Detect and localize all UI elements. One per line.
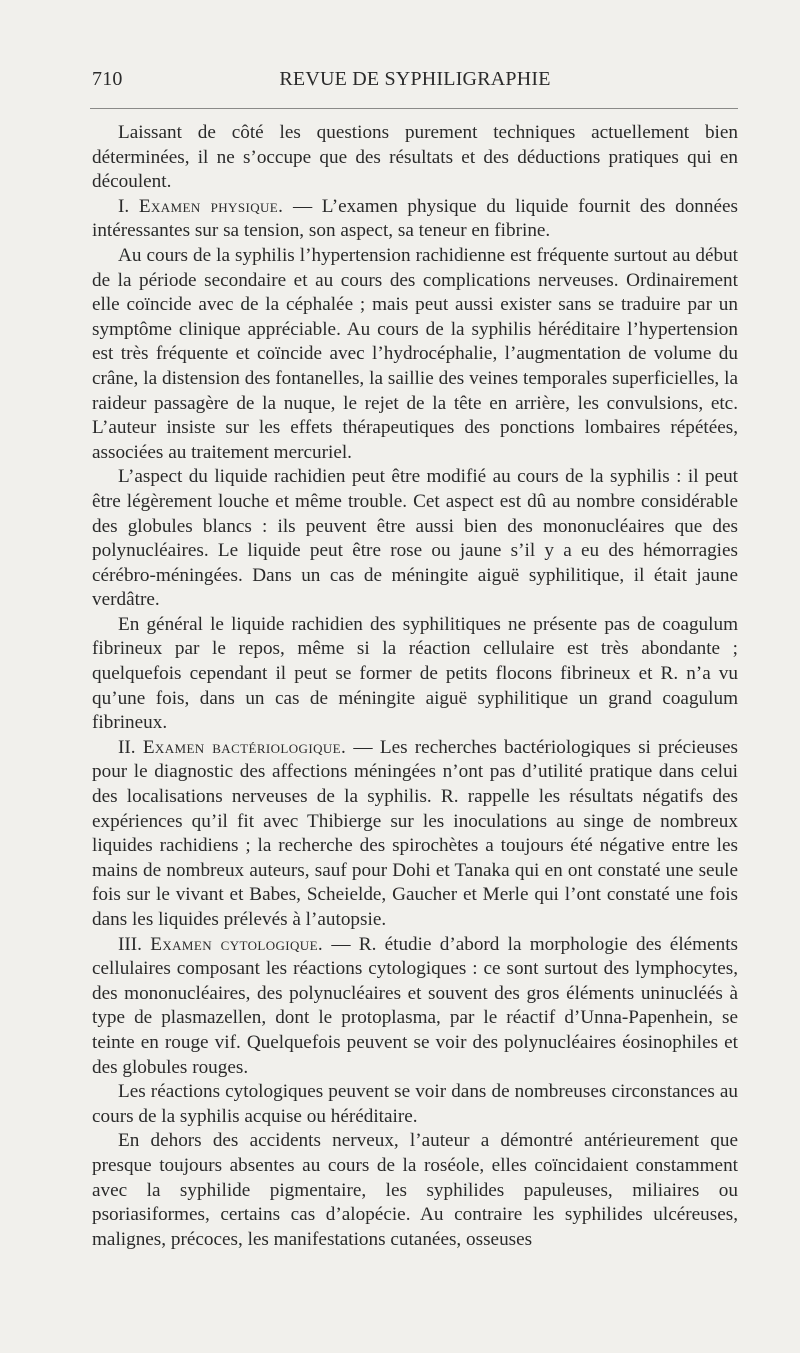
paragraph-text: Au cours de la syphilis l’hypertension rachidienne est fréquente surtout au début de la période secondaire et au cours des complications nerveuses. Ordinairement elle coïncide avec de la céphalée ; mais peut aussi exister sans se traduire par un symptôme clinique appréciable. Au cours de la syphilis héréditaire l’hypertension est très fréquente et coïncide avec l’hydrocéphalie, l’augmentation de volume du crâne, la distension des fontanelles, la saillie des veines temporales superficielles, la raideur passagère de la nuque, le rejet de la tête en arrière, les convulsions, etc. L’auteur insiste sur les effets thérapeutiques des ponctions lombaires répétées, associées au traitement mercuriel.	[92, 244, 738, 463]
paragraph-section-1	[92, 195, 738, 244]
running-title: REVUE DE SYPHILIGRAPHIE	[279, 68, 551, 90]
section-numeral: II.	[118, 736, 143, 758]
paragraph-text: Laissant de côté les questions purement techniques actuellement bien déterminées, il ne s’occupe que des résultats et des déductions pratiques qui en découlent.	[92, 122, 738, 193]
paragraph-text: — Les recherches bactériologiques si précieuses pour le diagnostic des affections méningées n’ont pas d’utilité pratique dans celui des localisations nerveuses de la syphilis. R. rappelle les résultats négatifs des expériences qu’il fit avec Thibierge sur les inoculations au singe de nombreux liquides rachidiens ; la recherche des spirochètes a toujours été négative entre les mains de nombreux auteurs, sauf pour Dohi et Tanaka qui en ont constaté une seule fois sur le vivant et Babes, Scheielde, Gaucher et Merle qui l’ont constaté une fois dans les liquides prélevés à l’autopsie.	[92, 736, 739, 930]
article-body	[92, 121, 738, 1252]
section-heading: Examen bactériologique.	[142, 736, 347, 758]
paragraph-text: En général le liquide rachidien des syphilitiques ne présente pas de coagulum fibrineux par le repos, même si la réaction cellulaire est très abondante ; quelquefois cependant il peut se former de petits flocons fibrineux et R. n’a vu qu’une fois, dans un cas de méningite aiguë syphilitique un grand coagulum fibrineux.	[92, 613, 738, 734]
paragraph-text: — L’examen physique du liquide fournit des données intéressantes sur sa tension, son aspect, sa teneur en fibrine.	[92, 195, 738, 242]
paragraph-aspect	[92, 465, 738, 613]
section-numeral: III.	[118, 933, 151, 955]
header-rule	[90, 108, 738, 109]
paragraph-intro	[92, 121, 738, 195]
paragraph-text: Les réactions cytologiques peuvent se voir dans de nombreuses circonstances au cours de la syphilis acquise ou héréditaire.	[92, 1081, 738, 1127]
paragraph-section-3	[92, 933, 738, 1081]
paragraph-accidents	[92, 1129, 738, 1252]
paragraph-section-2	[92, 736, 738, 933]
paragraph-reactions	[92, 1080, 738, 1129]
paragraph-text: L’aspect du liquide rachidien peut être modifié au cours de la syphilis : il peut être légèrement louche et même trouble. Cet aspect est dû au nombre considérable des globules blancs : ils peuvent être aussi bien des mononucléaires que des polynucléaires. Le liquide peut être rose ou jaune s’il y a eu des hémorragies cérébro-méningées. Dans un cas de méningite aiguë syphilitique, il était jaune verdâtre.	[92, 466, 738, 611]
paragraph-hypertension	[92, 244, 738, 465]
page-header	[92, 68, 738, 98]
paragraph-text: — R. étudie d’abord la morphologie des éléments cellulaires composant les réactions cytologiques : ce sont surtout des lymphocytes, des mononucléaires, des polynucléaires et souvent des gros éléments uninucléés à type de plasmazellen, dont le protoplasma, par le réactif d’Unna-Papenhein, se teinte en rouge vif. Quelquefois peuvent se voir des polynucléaires éosinophiles et des globules rouges.	[92, 933, 739, 1078]
section-heading: Examen cytologique.	[150, 933, 324, 955]
section-numeral: I.	[118, 195, 139, 217]
paragraph-coagulum	[92, 613, 738, 736]
paragraph-text: En dehors des accidents nerveux, l’auteur a démontré antérieurement que presque toujours absentes au cours de la roséole, elles coïncidaient constamment avec la syphilide pigmentaire, les syphilides papuleuses, miliaires ou psoriasiformes, certains cas d’alopécie. Au contraire les syphilides ulcéreuses, malignes, précoces, les manifestations cutanées, osseuses	[92, 1130, 738, 1250]
section-heading: Examen physique.	[138, 195, 284, 217]
page-number: 710	[92, 68, 123, 90]
